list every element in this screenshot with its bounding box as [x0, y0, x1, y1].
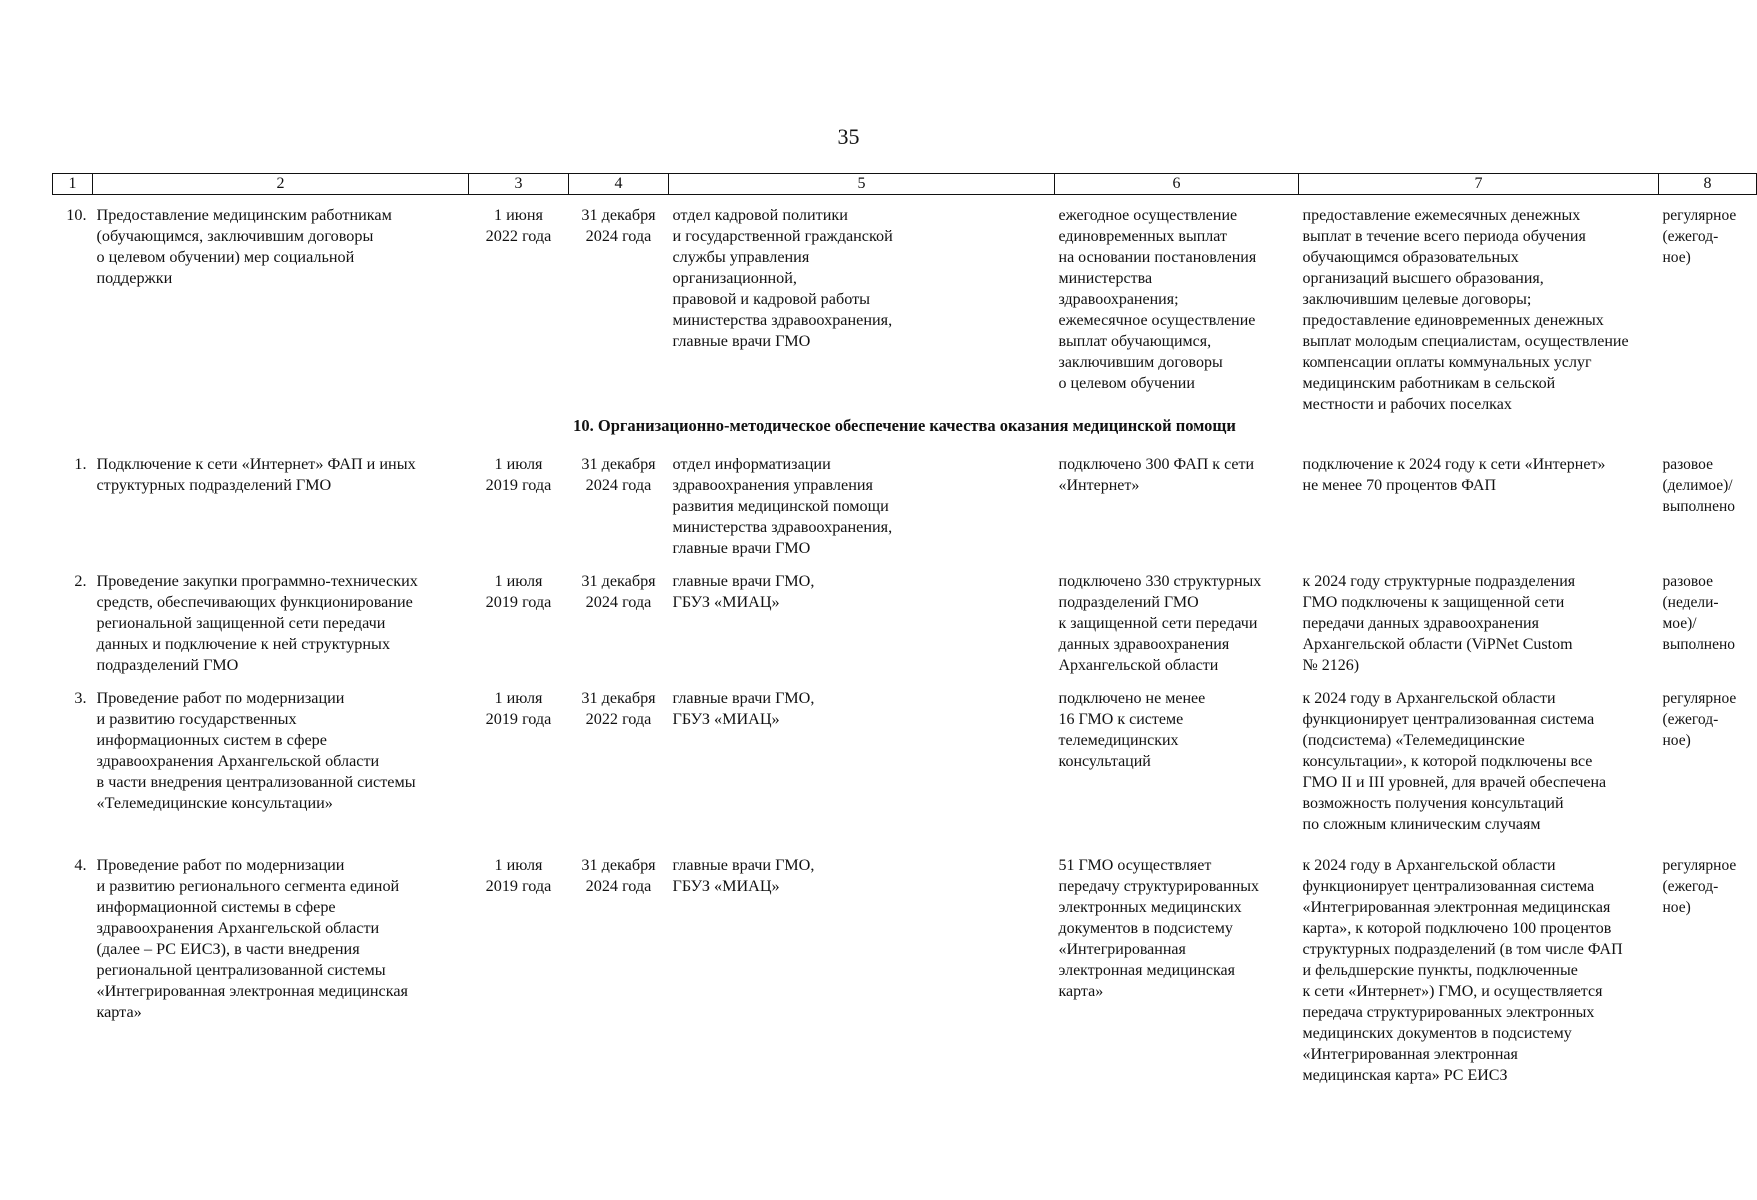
event-cell [93, 855, 469, 1086]
indicator-cell [1055, 205, 1299, 415]
event-type-cell-line: выполнено [1662, 498, 1736, 515]
start-date-cell [469, 855, 569, 1086]
table-row [53, 571, 1757, 676]
event-type-cell-line: регулярное [1662, 207, 1737, 224]
plan-table [52, 173, 1757, 1086]
event-type-cell [1659, 205, 1757, 415]
end-date-cell [569, 855, 669, 1086]
row-number: 10. [66, 206, 87, 224]
section-title: 10. Организационно-методическое обеспечение качества оказания медицинской помощи [573, 416, 1236, 435]
start-date-cell-line: 1 июня [493, 206, 543, 224]
table-row [53, 855, 1757, 1086]
event-cell-line: данных и подключение к ней структурных [96, 635, 391, 653]
result-cell-line: (подсистема) «Телемедицинские [1302, 732, 1525, 749]
event-type-cell [1659, 688, 1757, 835]
result-cell-line: местности и рабочих поселках [1302, 396, 1512, 413]
start-date-cell-line: 2019 года [485, 593, 552, 611]
indicator-cell-line: на основании постановления [1058, 249, 1257, 266]
table-row [53, 454, 1757, 559]
event-cell-line: информационных систем в сфере [96, 731, 327, 749]
indicator-cell [1055, 688, 1299, 835]
row-number: 3. [74, 689, 87, 707]
start-date-cell-line: 2019 года [485, 476, 552, 494]
responsible-cell-line: ГБУЗ «МИАЦ» [672, 593, 780, 611]
result-cell-line: заключившим целевые договоры; [1302, 291, 1532, 308]
result-cell-line: «Интегрированная электронная медицинская [1302, 899, 1611, 916]
event-cell-line: и развитию регионального сегмента единой [96, 877, 400, 895]
result-cell-line: функционирует централизованная система [1302, 878, 1595, 895]
event-cell-line: средств, обеспечивающих функционирование [96, 593, 413, 611]
start-date-cell-line: 2022 года [485, 227, 552, 245]
event-type-cell-line: разовое [1662, 456, 1713, 473]
indicator-cell-line: подключено не менее [1058, 690, 1206, 707]
result-cell-line: подключение к 2024 году к сети «Интернет» [1302, 456, 1606, 473]
start-date-cell [469, 454, 569, 559]
table-row [53, 688, 1757, 835]
end-date-cell-line: 2024 года [585, 877, 652, 895]
responsible-cell-line: службы управления [672, 248, 810, 266]
indicator-cell-line: к защищенной сети передачи [1058, 615, 1258, 632]
event-cell-line: подразделений ГМО [96, 656, 239, 674]
event-cell-line: «Интегрированная электронная медицинская [96, 982, 408, 1000]
result-cell-line: к сети «Интернет») ГМО, и осуществляется [1302, 983, 1603, 1000]
responsible-cell-line: главные врачи ГМО, [672, 572, 815, 590]
end-date-cell-line: 2024 года [585, 227, 652, 245]
result-cell-line: № 2126) [1302, 657, 1360, 674]
indicator-cell-line: «Интегрированная [1058, 941, 1186, 958]
end-date-cell-line: 31 декабря [581, 455, 656, 473]
result-cell-line: организаций высшего образования, [1302, 270, 1544, 287]
result-cell-line: выплат в течение всего периода обучения [1302, 228, 1586, 245]
end-date-cell-line: 31 декабря [581, 856, 656, 874]
column-header-6: 6 [1055, 174, 1299, 195]
event-cell-line: информационной системы в сфере [96, 898, 336, 916]
event-type-cell [1659, 454, 1757, 559]
column-header-5: 5 [669, 174, 1055, 195]
row-number: 1. [74, 455, 87, 473]
end-date-cell [569, 205, 669, 415]
row-number: 2. [74, 572, 87, 590]
start-date-cell-line: 2019 года [485, 710, 552, 728]
result-cell-line: предоставление ежемесячных денежных [1302, 207, 1581, 224]
indicator-cell [1055, 454, 1299, 559]
event-cell-line: здравоохранения Архангельской области [96, 752, 380, 770]
result-cell-line: медицинским работникам в сельской [1302, 375, 1556, 392]
indicator-cell-line: о целевом обучении [1058, 375, 1195, 392]
start-date-cell [469, 688, 569, 835]
table-row-first [53, 205, 1757, 415]
event-type-cell-line: выполнено [1662, 636, 1736, 653]
indicator-cell-line: электронная медицинская [1058, 962, 1235, 979]
result-cell-line: по сложным клиническим случаям [1302, 816, 1541, 833]
indicator-cell-line: консультаций [1058, 753, 1151, 770]
end-date-cell [569, 688, 669, 835]
indicator-cell-line: ежемесячное осуществление [1058, 312, 1256, 329]
event-cell-line: региональной защищенной сети передачи [96, 614, 386, 632]
event-cell-line: Проведение закупки программно-технических [96, 572, 418, 590]
end-date-cell-line: 2024 года [585, 476, 652, 494]
result-cell-line: передача структурированных электронных [1302, 1004, 1595, 1021]
event-cell [93, 688, 469, 835]
column-header-1: 1 [53, 174, 93, 195]
indicator-cell-line: заключившим договоры [1058, 354, 1223, 371]
end-date-cell-line: 2022 года [585, 710, 652, 728]
column-header-4: 4 [569, 174, 669, 195]
event-cell-line: Предоставление медицинским работникам [96, 206, 392, 224]
result-cell [1299, 454, 1659, 559]
result-cell-line: предоставление единовременных денежных [1302, 312, 1604, 329]
result-cell-line: обучающимся образовательных [1302, 249, 1519, 266]
result-cell-line: медицинская карта» РС ЕИСЗ [1302, 1067, 1508, 1084]
result-cell-line: карта», к которой подключено 100 процентов [1302, 920, 1612, 937]
result-cell [1299, 855, 1659, 1086]
indicator-cell-line: ежегодное осуществление [1058, 207, 1238, 224]
event-type-cell-line: (недели- [1662, 594, 1719, 611]
event-type-cell-line: регулярное [1662, 857, 1737, 874]
result-cell-line: выплат молодым специалистам, осуществление [1302, 333, 1629, 350]
event-cell [93, 571, 469, 676]
event-cell-line: в части внедрения централизованной системы [96, 773, 416, 791]
result-cell-line: и фельдшерские пункты, подключенные [1302, 962, 1578, 979]
event-cell-line: «Телемедицинские консультации» [96, 794, 333, 812]
result-cell-line: не менее 70 процентов ФАП [1302, 477, 1497, 494]
event-type-cell-line: разовое [1662, 573, 1713, 590]
start-date-cell [469, 205, 569, 415]
responsible-cell [669, 571, 1055, 676]
responsible-cell-line: отдел кадровой политики [672, 206, 848, 224]
indicator-cell-line: министерства [1058, 270, 1153, 287]
end-date-cell [569, 571, 669, 676]
start-date-cell-line: 1 июля [494, 856, 543, 874]
result-cell-line: консультации», к которой подключены все [1302, 753, 1593, 770]
column-header-3: 3 [469, 174, 569, 195]
event-type-cell-line: (делимое)/ [1662, 477, 1733, 494]
indicator-cell-line: данных здравоохранения [1058, 636, 1230, 653]
event-cell-line: о целевом обучении) мер социальной [96, 248, 355, 266]
event-cell-line: (обучающимся, заключившим договоры [96, 227, 374, 245]
event-type-cell-line: (ежегод- [1662, 711, 1719, 728]
responsible-cell-line: организационной, [672, 269, 797, 287]
indicator-cell-line: выплат обучающимся, [1058, 333, 1212, 350]
end-date-cell-line: 2024 года [585, 593, 652, 611]
page-number: 35 [837, 124, 860, 149]
responsible-cell-line: главные врачи ГМО, [672, 856, 815, 874]
responsible-cell-line: отдел информатизации [672, 455, 831, 473]
responsible-cell [669, 454, 1055, 559]
indicator-cell-line: подключено 300 ФАП к сети [1058, 456, 1255, 473]
event-type-cell-line: ное) [1662, 249, 1691, 266]
indicator-cell-line: электронных медицинских [1058, 899, 1242, 916]
event-cell-line: здравоохранения Архангельской области [96, 919, 380, 937]
event-type-cell-line: регулярное [1662, 690, 1737, 707]
indicator-cell-line: Архангельской области [1058, 657, 1219, 674]
indicator-cell [1055, 571, 1299, 676]
responsible-cell-line: главные врачи ГМО [672, 539, 811, 557]
responsible-cell [669, 855, 1055, 1086]
result-cell-line: медицинских документов в подсистему [1302, 1025, 1572, 1042]
result-cell [1299, 205, 1659, 415]
responsible-cell-line: главные врачи ГМО, [672, 689, 815, 707]
header-row [53, 174, 1757, 195]
indicator-cell-line: подразделений ГМО [1058, 594, 1199, 611]
result-cell [1299, 571, 1659, 676]
responsible-cell-line: и государственной гражданской [672, 227, 893, 245]
column-header-2: 2 [93, 174, 469, 195]
result-cell-line: структурных подразделений (в том числе ФАП [1302, 941, 1623, 958]
result-cell-line: к 2024 году в Архангельской области [1302, 690, 1556, 707]
end-date-cell-line: 31 декабря [581, 572, 656, 590]
event-cell-line: и развитию государственных [96, 710, 297, 728]
start-date-cell-line: 2019 года [485, 877, 552, 895]
result-cell-line: Архангельской области (ViPNet Custom [1302, 636, 1573, 653]
event-type-cell [1659, 571, 1757, 676]
event-type-cell [1659, 855, 1757, 1086]
result-cell-line: возможность получения консультаций [1302, 795, 1564, 812]
end-date-cell-line: 31 декабря [581, 206, 656, 224]
start-date-cell-line: 1 июля [494, 689, 543, 707]
indicator-cell-line: подключено 330 структурных [1058, 573, 1262, 590]
responsible-cell-line: министерства здравоохранения, [672, 311, 893, 329]
event-cell-line: (далее – РС ЕИСЗ), в части внедрения [96, 940, 360, 958]
result-cell-line: «Интегрированная электронная [1302, 1046, 1518, 1063]
responsible-cell [669, 688, 1055, 835]
event-type-cell-line: мое)/ [1662, 615, 1697, 632]
column-header-7: 7 [1299, 174, 1659, 195]
responsible-cell-line: развития медицинской помощи [672, 497, 889, 515]
column-header-8: 8 [1659, 174, 1757, 195]
responsible-cell [669, 205, 1055, 415]
event-cell [93, 454, 469, 559]
event-cell-line: Подключение к сети «Интернет» ФАП и иных [96, 455, 416, 473]
indicator-cell-line: документов в подсистему [1058, 920, 1233, 937]
event-type-cell-line: ное) [1662, 899, 1691, 916]
event-type-cell-line: ное) [1662, 732, 1691, 749]
result-cell-line: ГМО подключены к защищенной сети [1302, 594, 1565, 611]
result-cell-line: ГМО II и III уровней, для врачей обеспечена [1302, 774, 1607, 791]
indicator-cell-line: телемедицинских [1058, 732, 1179, 749]
start-date-cell-line: 1 июля [494, 572, 543, 590]
indicator-cell-line: карта» [1058, 983, 1104, 1000]
indicator-cell-line: единовременных выплат [1058, 228, 1227, 245]
result-cell-line: компенсации оплаты коммунальных услуг [1302, 354, 1592, 371]
end-date-cell [569, 454, 669, 559]
event-type-cell-line: (ежегод- [1662, 878, 1719, 895]
event-type-cell-line: (ежегод- [1662, 228, 1719, 245]
event-cell-line: поддержки [96, 269, 173, 287]
section-heading-row [53, 415, 1757, 436]
start-date-cell-line: 1 июля [494, 455, 543, 473]
indicator-cell [1055, 855, 1299, 1086]
event-cell-line: региональной централизованной системы [96, 961, 386, 979]
event-cell-line: Проведение работ по модернизации [96, 856, 345, 874]
event-cell-line: структурных подразделений ГМО [96, 476, 332, 494]
result-cell-line: передачи данных здравоохранения [1302, 615, 1539, 632]
indicator-cell-line: 16 ГМО к системе [1058, 711, 1184, 728]
result-cell-line: функционирует централизованная система [1302, 711, 1595, 728]
result-cell-line: к 2024 году структурные подразделения [1302, 573, 1576, 590]
responsible-cell-line: правовой и кадровой работы [672, 290, 871, 308]
indicator-cell-line: здравоохранения; [1058, 291, 1179, 308]
responsible-cell-line: ГБУЗ «МИАЦ» [672, 710, 780, 728]
event-cell-line: Проведение работ по модернизации [96, 689, 345, 707]
responsible-cell-line: министерства здравоохранения, [672, 518, 893, 536]
indicator-cell-line: 51 ГМО осуществляет [1058, 857, 1212, 874]
end-date-cell-line: 31 декабря [581, 689, 656, 707]
indicator-cell-line: «Интернет» [1058, 477, 1140, 494]
result-cell [1299, 688, 1659, 835]
responsible-cell-line: ГБУЗ «МИАЦ» [672, 877, 780, 895]
event-cell [93, 205, 469, 415]
result-cell-line: к 2024 году в Архангельской области [1302, 857, 1556, 874]
responsible-cell-line: здравоохранения управления [672, 476, 873, 494]
event-cell-line: карта» [96, 1003, 142, 1021]
responsible-cell-line: главные врачи ГМО [672, 332, 811, 350]
row-number: 4. [74, 856, 87, 874]
indicator-cell-line: передачу структурированных [1058, 878, 1260, 895]
start-date-cell [469, 571, 569, 676]
